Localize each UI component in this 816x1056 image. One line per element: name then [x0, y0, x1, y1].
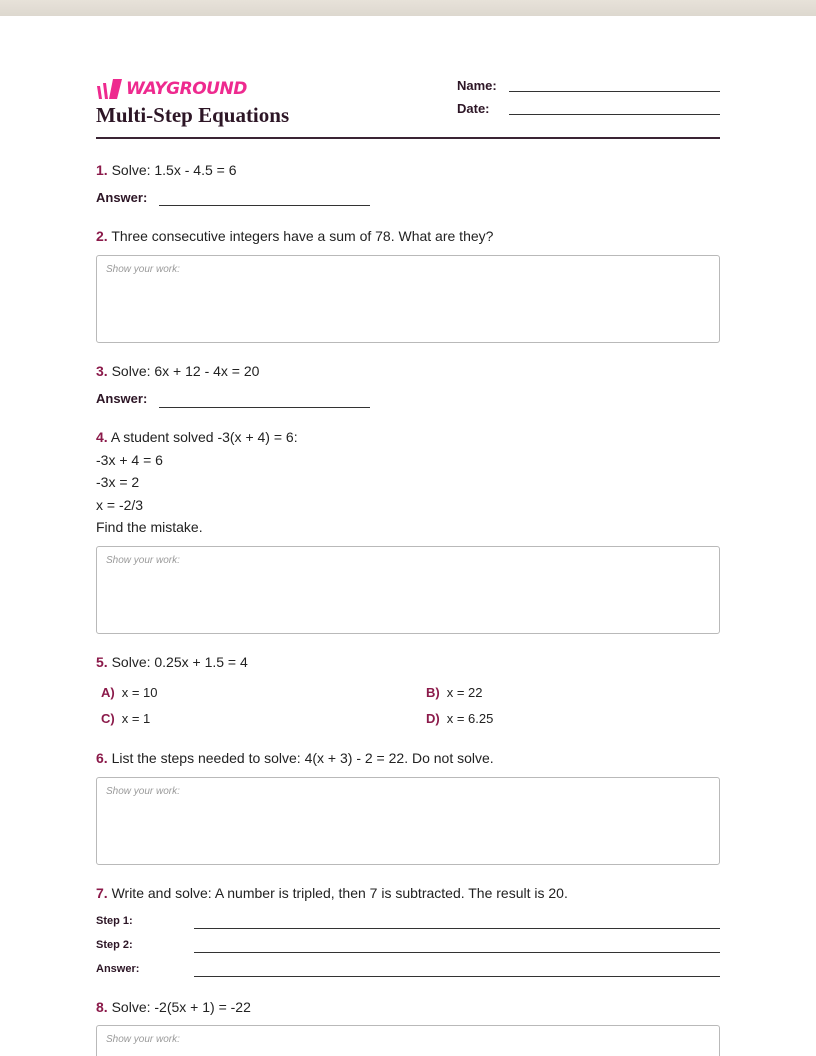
question-number: 5. [96, 654, 108, 670]
step-2-label: Step 2: [96, 939, 133, 951]
worksheet-title: Multi-Step Equations [96, 103, 290, 127]
question-prompt: Find the mistake. [96, 519, 203, 535]
question-5 [96, 654, 248, 670]
question-text: Three consecutive integers have a sum of 78. What are they? [111, 228, 494, 244]
question-3 [96, 363, 259, 379]
option-text: x = 6.25 [446, 711, 494, 726]
option-c[interactable] [101, 711, 150, 726]
student-work-line: -3x = 2 [96, 474, 140, 490]
answer-label: Answer: [96, 391, 148, 406]
step-1-field[interactable] [194, 928, 720, 929]
option-d[interactable] [426, 711, 493, 726]
name-label: Name: [457, 78, 497, 93]
option-a[interactable] [101, 685, 158, 700]
work-box[interactable] [96, 546, 720, 634]
work-box[interactable] [96, 777, 720, 865]
question-number: 3. [96, 363, 108, 379]
question-text: A student solved -3(x + 4) = 6: [110, 429, 298, 445]
question-text: Write and solve: A number is tripled, then 7 is subtracted. The result is 20. [111, 885, 568, 901]
student-work-line: x = -2/3 [96, 497, 144, 513]
question-4 [96, 429, 298, 445]
question-number: 2. [96, 228, 108, 244]
answer-label: Answer: [96, 190, 148, 205]
option-text: x = 10 [121, 685, 158, 700]
work-box-placeholder: Show your work: [106, 555, 180, 566]
date-label: Date: [457, 101, 490, 116]
question-2 [96, 228, 493, 244]
work-box[interactable] [96, 1025, 720, 1056]
option-text: x = 22 [446, 685, 483, 700]
option-text: x = 1 [121, 711, 151, 726]
question-8 [96, 999, 251, 1015]
step-2-field[interactable] [194, 952, 720, 953]
question-1 [96, 162, 236, 178]
question-number: 8. [96, 999, 108, 1015]
question-text: Solve: 0.25x + 1.5 = 4 [111, 654, 248, 670]
question-text: Solve: 6x + 12 - 4x = 20 [111, 363, 260, 379]
work-box-placeholder: Show your work: [106, 786, 180, 797]
wayground-logo-icon [96, 79, 122, 99]
date-field[interactable] [509, 114, 720, 115]
brand-logo [96, 78, 247, 100]
question-number: 1. [96, 162, 108, 178]
brand-name: WAYGROUND [126, 79, 247, 99]
work-box-placeholder: Show your work: [106, 264, 180, 275]
question-number: 7. [96, 885, 108, 901]
option-letter: A) [101, 685, 115, 700]
question-text: Solve: -2(5x + 1) = -22 [111, 999, 251, 1015]
answer-field[interactable] [159, 407, 370, 408]
option-b[interactable] [426, 685, 483, 700]
name-field[interactable] [509, 91, 720, 92]
question-text: List the steps needed to solve: 4(x + 3) - 2 = 22. Do not solve. [111, 750, 494, 766]
header-divider [96, 137, 720, 139]
answer-field[interactable] [159, 205, 370, 206]
work-box-placeholder: Show your work: [106, 1034, 180, 1045]
window-top-bar [0, 0, 816, 16]
question-number: 6. [96, 750, 108, 766]
question-6 [96, 750, 494, 766]
student-work-line: -3x + 4 = 6 [96, 452, 163, 468]
question-7 [96, 885, 568, 901]
option-letter: B) [426, 685, 440, 700]
step-1-label: Step 1: [96, 915, 133, 927]
answer-field[interactable] [194, 976, 720, 977]
work-box[interactable] [96, 255, 720, 343]
option-letter: C) [101, 711, 115, 726]
question-number: 4. [96, 429, 108, 445]
answer-label: Answer: [96, 963, 140, 975]
question-text: Solve: 1.5x - 4.5 = 6 [111, 162, 237, 178]
option-letter: D) [426, 711, 440, 726]
